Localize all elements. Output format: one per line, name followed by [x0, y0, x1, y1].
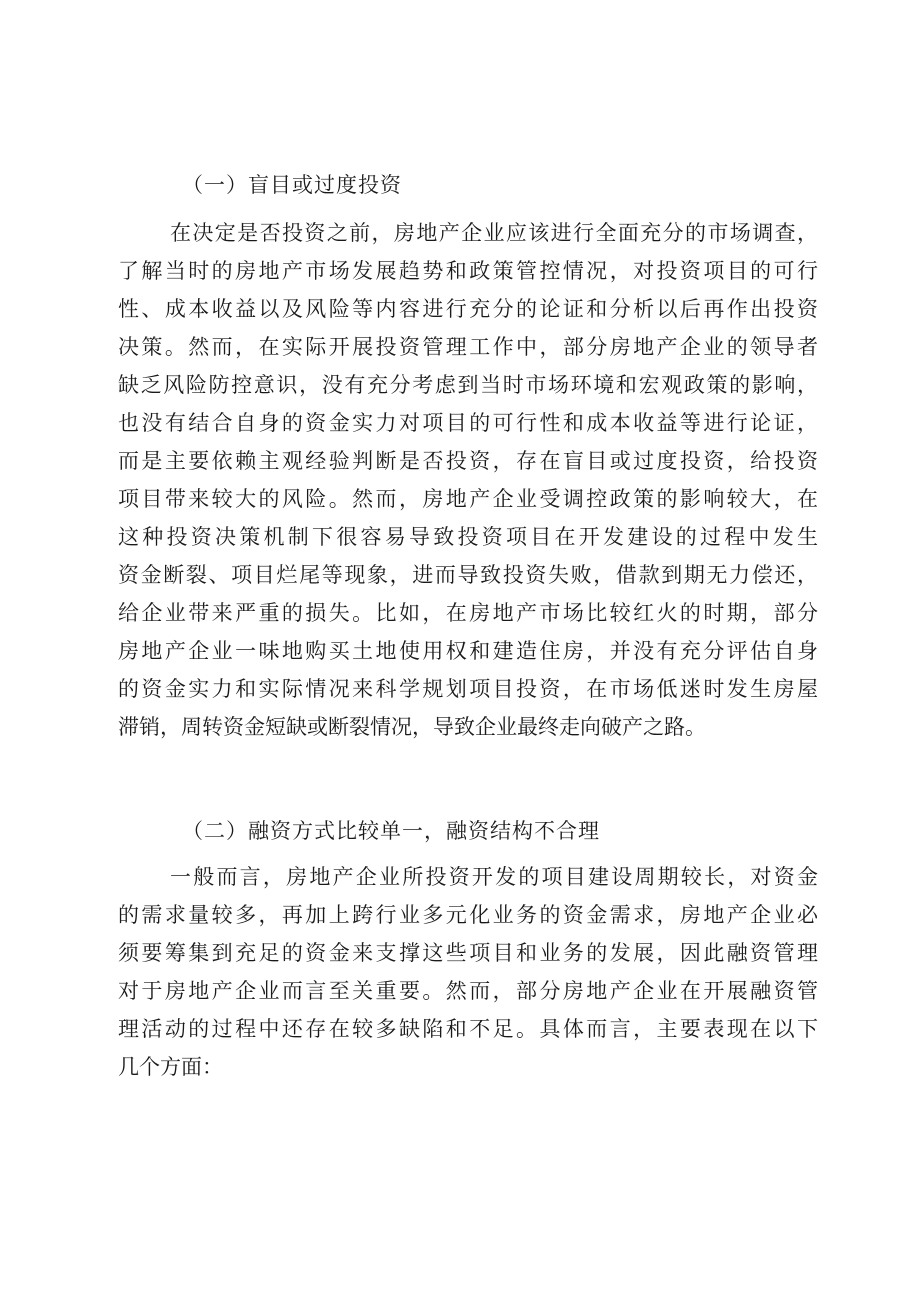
paragraph-line: 资金断裂、项目烂尾等现象，进而导致投资失败，借款到期无力偿还，	[118, 563, 818, 587]
paragraph-line: 房地产企业一味地购买土地使用权和建造住房，并没有充分评估自身	[118, 639, 818, 663]
paragraph-line: 而是主要依赖主观经验判断是否投资，存在盲目或过度投资，给投资	[118, 449, 818, 473]
paragraph-line: 项目带来较大的风险。然而，房地产企业受调控政策的影响较大，在	[118, 487, 818, 511]
paragraph-line: 几个方面：	[118, 1055, 223, 1079]
section-2-heading: （二）融资方式比较单一，融资结构不合理	[182, 819, 600, 843]
paragraph-line: 一般而言，房地产企业所投资开发的项目建设周期较长，对资金	[170, 865, 818, 889]
section-1-heading: （一）盲目或过度投资	[182, 173, 402, 197]
paragraph-line: 理活动的过程中还存在较多缺陷和不足。具体而言，主要表现在以下	[118, 1017, 818, 1041]
paragraph-line: 了解当时的房地产市场发展趋势和政策管控情况，对投资项目的可行	[118, 259, 818, 283]
paragraph-line: 滞销，周转资金短缺或断裂情况，导致企业最终走向破产之路。	[118, 715, 706, 739]
paragraph-line: 给企业带来严重的损失。比如，在房地产市场比较红火的时期，部分	[118, 601, 818, 625]
paragraph-line: 性、成本收益以及风险等内容进行充分的论证和分析以后再作出投资	[118, 297, 818, 321]
paragraph-line: 的资金实力和实际情况来科学规划项目投资，在市场低迷时发生房屋	[118, 677, 818, 701]
paragraph-line: 决策。然而，在实际开展投资管理工作中，部分房地产企业的领导者	[118, 335, 818, 359]
paragraph-line: 也没有结合自身的资金实力对项目的可行性和成本收益等进行论证，	[118, 411, 818, 435]
paragraph-line: 这种投资决策机制下很容易导致投资项目在开发建设的过程中发生	[118, 525, 818, 549]
paragraph-line: 须要筹集到充足的资金来支撑这些项目和业务的发展，因此融资管理	[118, 941, 818, 965]
paragraph-line: 在决定是否投资之前，房地产企业应该进行全面充分的市场调查，	[170, 221, 818, 245]
paragraph-line: 的需求量较多，再加上跨行业多元化业务的资金需求，房地产企业必	[118, 903, 818, 927]
paragraph-line: 对于房地产企业而言至关重要。然而，部分房地产企业在开展融资管	[118, 979, 818, 1003]
paragraph-line: 缺乏风险防控意识，没有充分考虑到当时市场环境和宏观政策的影响，	[118, 373, 818, 397]
